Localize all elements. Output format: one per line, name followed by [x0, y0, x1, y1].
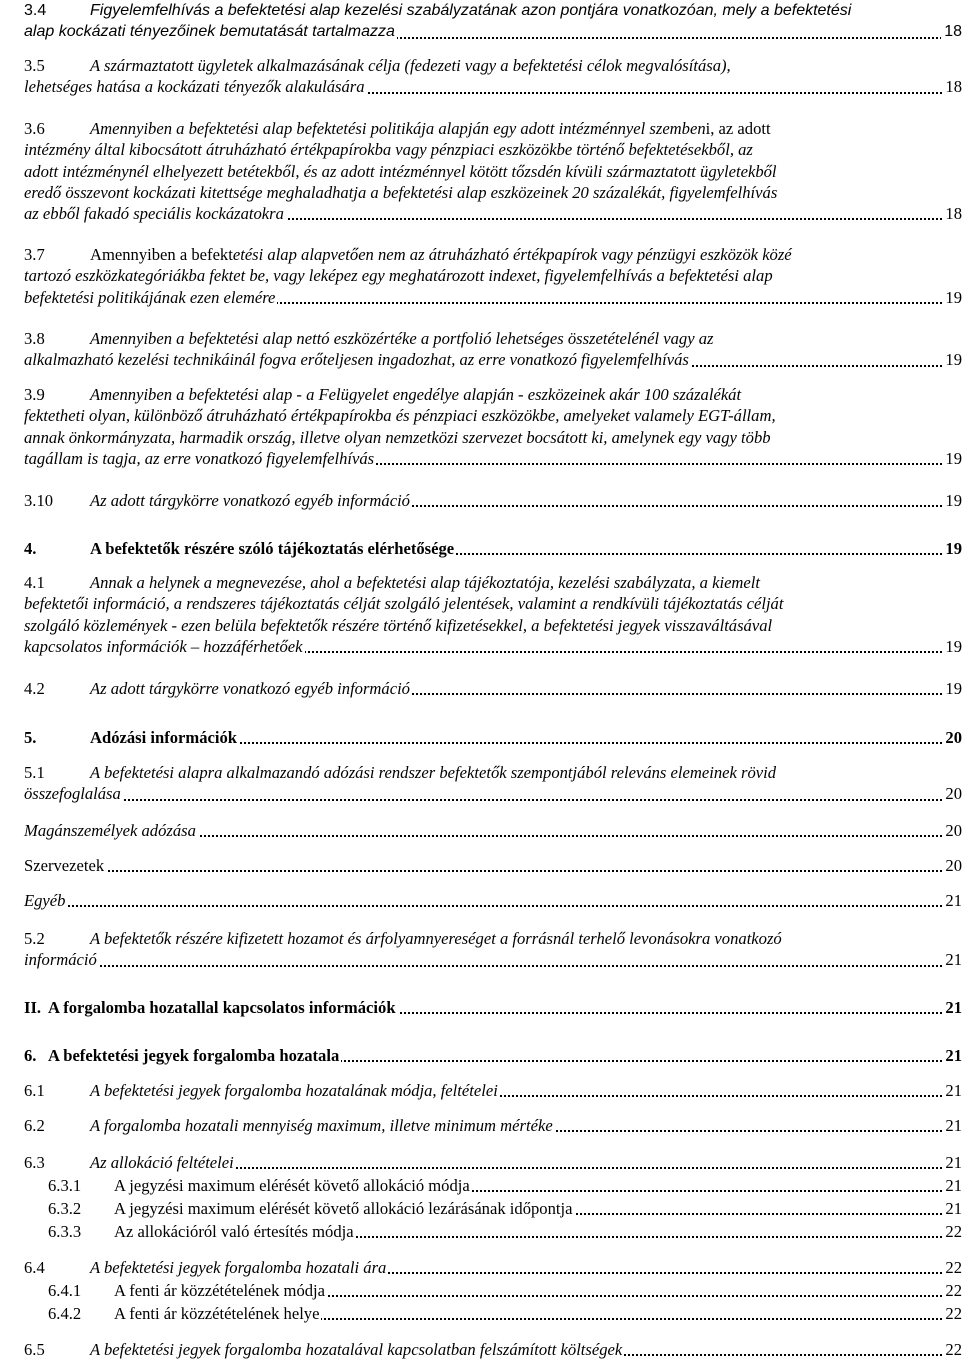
toc-page-number: 20 [942, 820, 962, 841]
toc-number: 6.3 [24, 1153, 45, 1172]
toc-number: 3.10 [24, 491, 54, 510]
toc-number: 6.5 [24, 1340, 45, 1359]
toc-page-number: 22 [942, 1303, 962, 1324]
toc-number: 3.4 [24, 2, 47, 19]
toc-entry-6-2[interactable] [24, 1115, 962, 1136]
toc-entry-II[interactable] [24, 997, 962, 1018]
toc-page-number: 20 [942, 783, 962, 804]
toc-number: 6.2 [24, 1116, 45, 1135]
toc-text: alkalmazható kezelési technikáinál fogva erőteljesen ingadozhat, az erre vonatkozó figyelemfelhívás [24, 350, 689, 370]
toc-number: 4. [24, 539, 37, 558]
toc-number: 6.3.2 [48, 1199, 82, 1218]
toc-entry-5-2[interactable] [24, 928, 962, 971]
toc-text: etési alap alapvetően nem az átruházható értékpapírok vagy pénzügyi eszközök közé [232, 245, 792, 264]
toc-number: 6.4 [24, 1258, 45, 1277]
toc-text: A forgalomba hozatali mennyiség maximum, illetve minimum mértéke [90, 1116, 553, 1135]
toc-page-number: 21 [942, 890, 962, 911]
toc-entry-3-8[interactable] [24, 328, 962, 371]
toc-text: szolgáló közlemények - ezen belüla befektetők részére történő kifizetésekkel, a befektetési jegyek visszaváltásával [24, 615, 773, 635]
toc-number: 6. [24, 1046, 37, 1065]
toc-page-number: 20 [942, 855, 962, 876]
toc-text: A fenti ár közzétételének helye [114, 1304, 320, 1323]
toc-number: 6.3.1 [48, 1176, 82, 1195]
toc-text: Az adott tárgykörre vonatkozó egyéb információ [90, 679, 410, 698]
toc-page-number: 19 [942, 448, 962, 469]
toc-text: adott intézménynél elhelyezett betétekből, és az adott intézménnyel kötött tőzsdén kívüli származtatott ügyletekből [24, 161, 777, 181]
toc-text: A befektetési alapra alkalmazandó adózási rendszer befektetők szempontjából releváns elemeinek rövid [90, 763, 777, 782]
toc-page-number: 19 [942, 678, 962, 699]
toc-text: A forgalomba hozatallal kapcsolatos információk [48, 998, 396, 1017]
toc-text: az ebből fakadó speciális kockázatokra [24, 204, 284, 224]
toc-text: Amennyiben a befektetési alap befektetési politikája alapján egy adott intézménnyel szemben [90, 119, 706, 138]
toc-text: Amennyiben a befektetési alap nettó eszközértéke a portfolió lehetséges összetételénél vagy az [90, 329, 714, 348]
toc-text: információ [24, 950, 97, 970]
toc-page-number: 20 [942, 727, 962, 748]
toc-page-number: 21 [942, 997, 962, 1018]
toc-page-number: 21 [942, 1080, 962, 1101]
toc-text: Amennyiben a befektetési alap - a Felügyelet engedélye alapján - eszközeinek akár 100 százalékát [90, 385, 742, 404]
toc-text: Az adott tárgykörre vonatkozó egyéb információ [90, 491, 410, 510]
toc-entry-6-3-1[interactable] [24, 1175, 962, 1196]
toc-number: 6.4.2 [48, 1304, 82, 1323]
toc-number: 6.1 [24, 1081, 45, 1100]
toc-text: Egyéb [24, 891, 66, 910]
toc-text: összefoglalása [24, 784, 121, 804]
toc-text: befektetési politikájának ezen elemére [24, 287, 276, 307]
toc-number: 5.2 [24, 929, 45, 948]
toc-page-number: 21 [942, 949, 962, 970]
toc-text: A befektetési jegyek forgalomba hozatalának módja, feltételei [90, 1081, 498, 1100]
toc-text: Figyelemfelhívás a befektetési alap kezelési szabályzatának azon pontjára vonatkozóan, mely a befektetési [90, 2, 852, 19]
toc-page-number: 19 [942, 349, 962, 370]
toc-text: A befektetési jegyek forgalomba hozatali ára [90, 1258, 387, 1277]
toc-number: 3.6 [24, 119, 45, 138]
toc-page-number: 22 [942, 1221, 962, 1242]
toc-entry-3-5[interactable] [24, 55, 962, 98]
toc-text: Az allokáció feltételei [90, 1153, 234, 1172]
toc-number: 5.1 [24, 763, 45, 782]
toc-entry-3-10[interactable] [24, 490, 962, 511]
toc-entry-maganszemelyek[interactable] [24, 820, 962, 841]
toc-page-number: 21 [942, 1115, 962, 1136]
toc-page-number: 19 [942, 287, 962, 308]
toc-page-number: 22 [942, 1257, 962, 1278]
toc-text: Adózási információk [90, 728, 238, 747]
toc-text: fektetheti olyan, különböző átruházható értékpapírokba és pénzpiaci eszközökbe, amelyeket valamely EGT-állam, [24, 406, 776, 426]
toc-text: A befektetők részére szóló tájékoztatás elérhetősége [90, 539, 455, 558]
toc-entry-3-9[interactable] [24, 384, 962, 469]
toc-page-number: 19 [942, 490, 962, 511]
toc-number: 3.5 [24, 56, 45, 75]
toc-entry-6-3-2[interactable] [24, 1198, 962, 1219]
toc-number: 3.7 [24, 245, 45, 264]
toc-text: Amennyiben a befekt [90, 245, 233, 264]
toc-text: A befektetési jegyek forgalomba hozatala [48, 1046, 340, 1065]
toc-page-number: 18 [942, 203, 962, 224]
toc-number: 6.4.1 [48, 1281, 82, 1300]
toc-number: 3.9 [24, 385, 45, 404]
toc-text: A származtatott ügyletek alkalmazásának célja (fedezeti vagy a befektetési célok megvalósítása), [90, 56, 731, 75]
toc-entry-6-5[interactable] [24, 1339, 962, 1360]
toc-entry-6-4-1[interactable] [24, 1280, 962, 1301]
toc-text: kapcsolatos információk – hozzáférhetőek [24, 636, 303, 656]
toc-text: Annak a helynek a megnevezése, ahol a befektetési alap tájékoztatója, kezelési szabályzata, a kiemelt [90, 573, 760, 592]
toc-number: II. [24, 998, 42, 1017]
toc-entry-6[interactable] [24, 1045, 962, 1066]
toc-text: A fenti ár közzétételének módja [114, 1281, 326, 1300]
toc-page-number: 21 [942, 1152, 962, 1173]
toc-text: tartozó eszközkategóriákba fektet be, vagy leképez egy meghatározott indexet, figyelemfelhívás a befektetési alap [24, 266, 773, 286]
toc-entry-6-3[interactable] [24, 1152, 962, 1173]
toc-text: lehetséges hatása a kockázati tényezők alakulására [24, 77, 365, 97]
toc-page-number: 21 [942, 1175, 962, 1196]
toc-entry-egyeb[interactable] [24, 890, 962, 911]
toc-text: A jegyzési maximum elérését követő allokáció módja [114, 1176, 470, 1195]
toc-entry-5-1[interactable] [24, 762, 962, 805]
toc-text: Az allokációról való értesítés módja [114, 1222, 354, 1241]
toc-text: Magánszemélyek adózása [24, 821, 196, 840]
toc-text: A befektetők részére kifizetett hozamot és árfolyamnyereséget a forrásnál terhelő levonásokra vonatkozó [90, 929, 782, 948]
toc-text: intézmény által kibocsátott átruházható értékpapírokba vagy pénzpiaci eszközökbe történő befektetésekből, az [24, 140, 753, 160]
toc-entry-4[interactable] [24, 538, 962, 559]
toc-text: annak önkormányzata, harmadik ország, illetve olyan nemzetközi szervezet bocsátott ki, amelynek egy vagy több [24, 427, 771, 447]
toc-text: A jegyzési maximum elérését követő allokáció lezárásának időpontja [114, 1199, 573, 1218]
toc-entry-4-1[interactable] [24, 572, 962, 657]
toc-text: Szervezetek [24, 856, 105, 875]
toc-entry-3-4[interactable] [24, 0, 962, 43]
toc-page-number: 19 [942, 538, 962, 559]
toc-page-number: 21 [942, 1045, 962, 1066]
toc-page-number: 22 [942, 1339, 962, 1360]
toc-entry-6-1[interactable] [24, 1080, 962, 1101]
toc-page-number: 22 [942, 1280, 962, 1301]
toc-text: tagállam is tagja, az erre vonatkozó figyelemfelhívás [24, 448, 375, 468]
toc-entry-szervezetek[interactable] [24, 855, 962, 876]
toc-entry-4-2[interactable] [24, 678, 962, 699]
toc-text: alap kockázati tényezőinek bemutatását tartalmazza [24, 23, 395, 41]
toc-number: 4.1 [24, 573, 45, 592]
toc-page-number: 18 [941, 21, 962, 42]
toc-page-number: 18 [942, 76, 962, 97]
toc-number: 6.3.3 [48, 1222, 82, 1241]
toc-text: A befektetési jegyek forgalomba hozatalával kapcsolatban felszámított költségek [90, 1340, 623, 1359]
toc-page-number: 19 [942, 636, 962, 657]
toc-entry-5[interactable] [24, 727, 962, 748]
toc-entry-6-3-3[interactable] [24, 1221, 962, 1242]
toc-number: 4.2 [24, 679, 45, 698]
toc-number: 5. [24, 728, 37, 747]
toc-text: i, az adott [705, 119, 771, 138]
toc-text: eredő összevont kockázati kitettsége meghaladhatja a befektetési alap eszközeinek 20 százalékát, figyelemfelhívás [24, 182, 778, 202]
toc-entry-3-7[interactable] [24, 244, 962, 308]
toc-text: befektetői információ, a rendszeres tájékoztatás célját szolgáló jelentések, valamint a rendkívüli tájékoztatás célját [24, 594, 784, 614]
toc-entry-6-4-2[interactable] [24, 1303, 962, 1324]
toc-entry-3-6[interactable] [24, 118, 962, 224]
toc-number: 3.8 [24, 329, 45, 348]
toc-entry-6-4[interactable] [24, 1257, 962, 1278]
toc-page-number: 21 [942, 1198, 962, 1219]
